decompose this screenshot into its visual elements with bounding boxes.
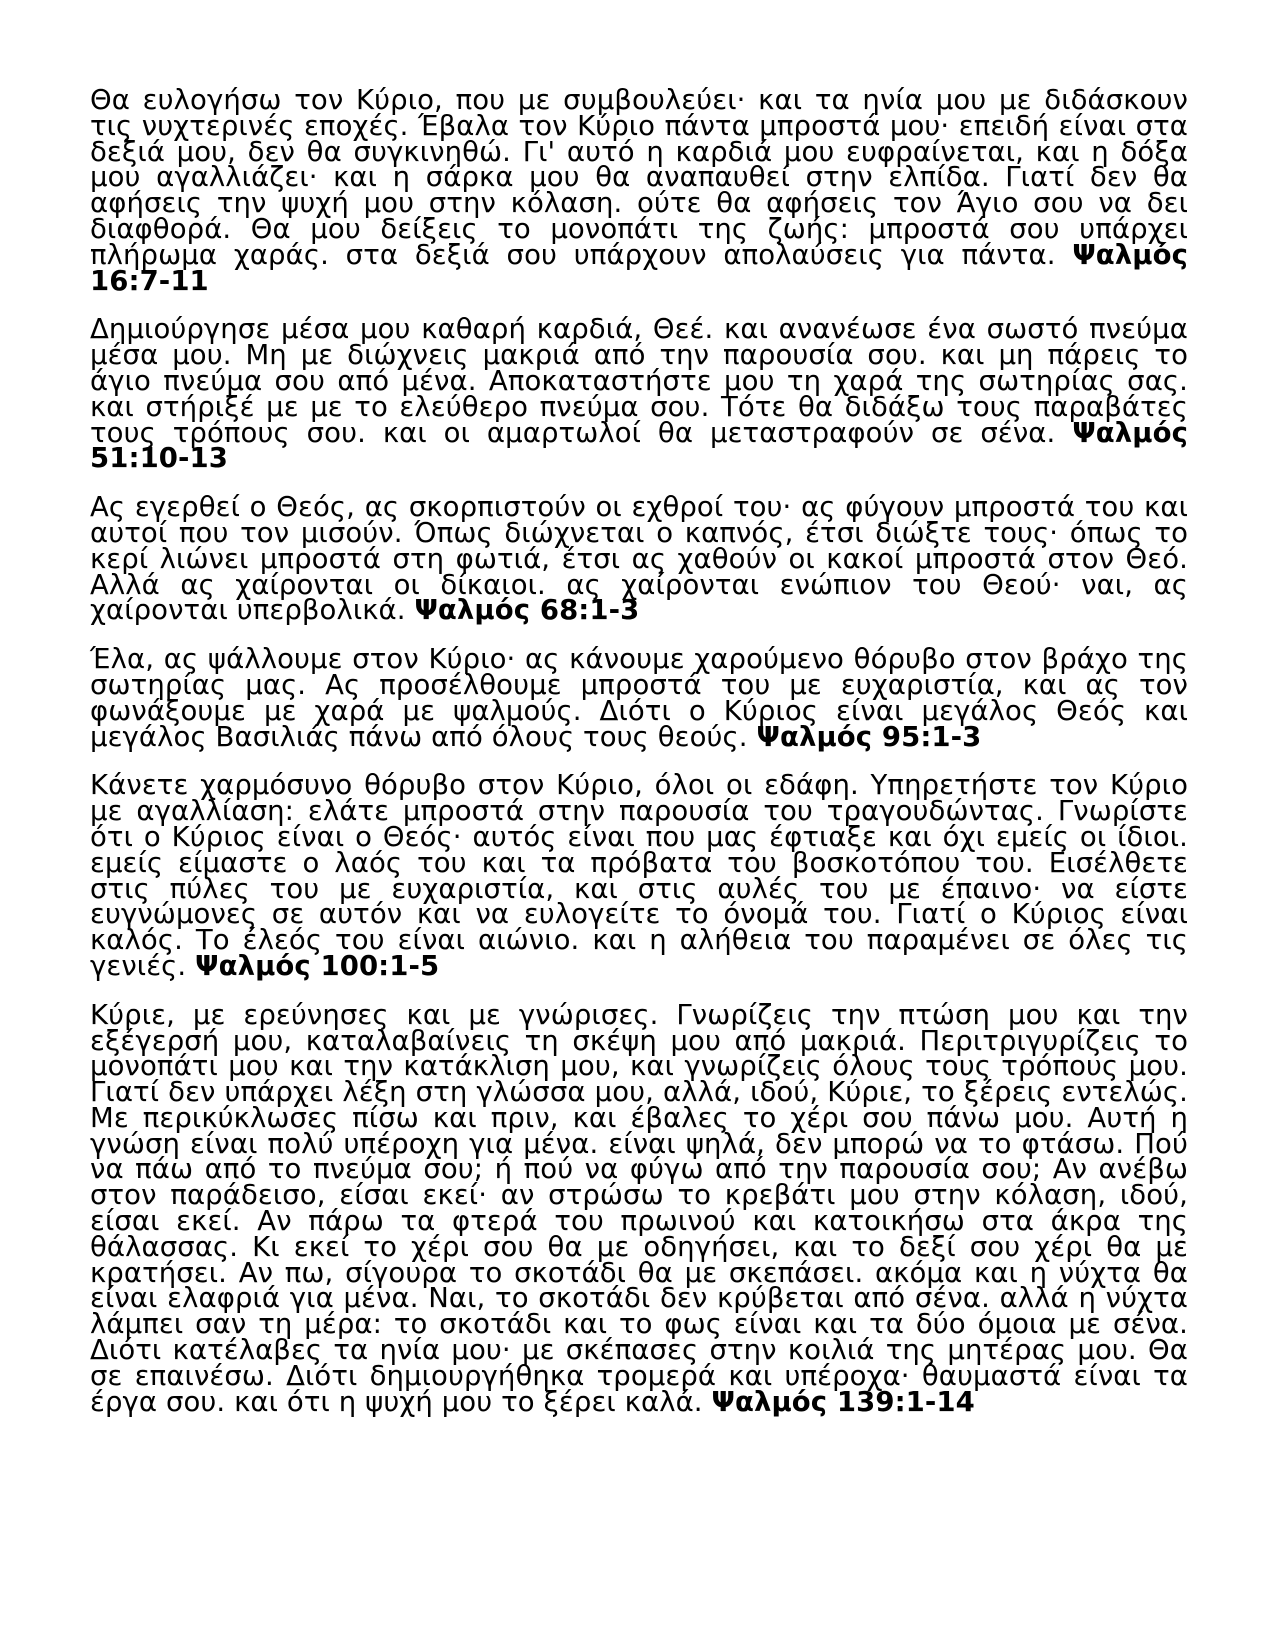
passage-text: Ας εγερθεί ο Θεός, ας σκορπιστούν οι εχθροί του· ας φύγουν μπροστά του και αυτοί που τον μισούν. Όπως διώχνεται ο καπνός, έτσι διώξτε τους· όπως το κερί λιώνει μπροστά στη φωτιά, έτσι ας χαθούν οι κακοί μπροστά στον Θεό. Αλλά ας χαίρονται οι δίκαιοι. ας χαίρονται ενώπιον του Θεού· ναι, ας χαίρονται υπερβολικά. [90, 491, 1188, 627]
psalm-passage [90, 84, 1189, 297]
passage-text: Έλα, ας ψάλλουμε στον Κύριο· ας κάνουμε χαρούμενο θόρυβο στον βράχο της σωτηρίας μας. Ας προσέλθουμε μπροστά του με ευχαριστία, και ας τον φωνάξουμε με χαρά με ψαλμούς. Διότι ο Κύριος είναι μεγάλος Θεός και μεγάλος Βασιλιάς πάνω από όλους τους θεούς. [90, 643, 1188, 753]
psalm-passage [90, 313, 1189, 475]
passage-reference: Ψαλμός 51:10-13 [90, 416, 1189, 475]
psalm-passage [90, 491, 1188, 627]
passage-reference: Ψαλμός 16:7-11 [90, 238, 1189, 297]
psalm-passage [90, 998, 1188, 1418]
passage-text: Δημιούργησε μέσα μου καθαρή καρδιά, Θεέ. και ανανέωσε ένα σωστό πνεύμα μέσα μου. Μη με διώχνεις μακριά από την παρουσία σου. και μη πάρεις το άγιο πνεύμα σου από μένα. Αποκαταστήστε μου τη χαρά της σωτηρίας σας. και στήριξέ με με το ελεύθερο πνεύμα σου. Τότε θα διδάξω τους παραβάτες τους τρόπους σου. και οι αμαρτωλοί θα μεταστραφούν σε σένα. [90, 313, 1188, 449]
passage-text: Κάνετε χαρμόσυνο θόρυβο στον Κύριο, όλοι οι εδάφη. Υπηρετήστε τον Κύριο με αγαλλίαση: ελάτε μπροστά στην παρουσία του τραγουδώντας. Γνωρίστε ότι ο Κύριος είναι ο Θεός· αυτός είναι που μας έφτιαξε και όχι εμείς οι ίδιοι. εμείς είμαστε ο λαός του και τα πρόβατα του βοσκοτόπου του. Εισέλθετε στις πύλες του με ευχαριστία, και στις αυλές του με έπαινο· να είστε ευγνώμονες σε αυτόν και να ευλογείτε το όνομά του. Γιατί ο Κύριος είναι καλός. Το έλεός του είναι αιώνιο. και η αλήθεια του παραμένει σε όλες τις γενιές. [90, 769, 1188, 982]
passage-reference: Ψαλμός 139:1-14 [711, 1385, 975, 1418]
passage-text: Θα ευλογήσω τον Κύριο, που με συμβουλεύει· και τα ηνία μου με διδάσκουν τις νυχτερινές εποχές. Έβαλα τον Κύριο πάντα μπροστά μου· επειδή είναι στα δεξιά μου, δεν θα συγκινηθώ. Γι' αυτό η καρδιά μου ευφραίνεται, και η δόξα μου αγαλλιάζει· και η σάρκα μου θα αναπαυθεί στην ελπίδα. Γιατί δεν θα αφήσεις την ψυχή μου στην κόλαση. ούτε θα αφήσεις τον Άγιο σου να δει διαφθορά. Θα μου δείξεις το μονοπάτι της ζωής: μπροστά σου υπάρχει πλήρωμα χαράς. στα δεξιά σου υπάρχουν απολαύσεις για πάντα. [90, 84, 1188, 271]
passage-reference: Ψαλμός 100:1-5 [195, 949, 440, 982]
psalm-passage [90, 769, 1188, 982]
document-page [90, 84, 1189, 1438]
passage-reference: Ψαλμός 68:1-3 [414, 594, 640, 627]
passage-reference: Ψαλμός 95:1-3 [756, 720, 982, 753]
psalm-passage [90, 643, 1188, 753]
passage-text: Κύριε, με ερεύνησες και με γνώρισες. Γνωρίζεις την πτώση μου και την εξέγερσή μου, καταλαβαίνεις τη σκέψη μου από μακριά. Περιτριγυρίζεις το μονοπάτι μου και την κατάκλιση μου, και γνωρίζεις όλους τους τρόπους μου. Γιατί δεν υπάρχει λέξη στη γλώσσα μου, αλλά, ιδού, Κύριε, το ξέρεις εντελώς. Με περικύκλωσες πίσω και πριν, και έβαλες το χέρι σου πάνω μου. Αυτή η γνώση είναι πολύ υπέροχη για μένα. είναι ψηλά, δεν μπορώ να το φτάσω. Πού να πάω από το πνεύμα σου; ή πού να φύγω από την παρουσία σου; Αν ανέβω στον παράδεισο, είσαι εκεί· αν στρώσω το κρεβάτι μου στην κόλαση, ιδού, είσαι εκεί. Αν πάρω τα φτερά του πρωινού και κατοικήσω στα άκρα της θάλασσας. Κι εκεί το χέρι σου θα με οδηγήσει, και το δεξί σου χέρι θα με κρατήσει. Αν πω, σίγουρα το σκοτάδι θα με σκεπάσει. ακόμα και η νύχτα θα είναι ελαφριά για μένα. Ναι, το σκοτάδι δεν κρύβεται από σένα. αλλά η νύχτα λάμπει σαν τη μέρα: το σκοτάδι και το φως είναι και τα δύο όμοια με σένα. Διότι κατέλαβες τα ηνία μου· με σκέπασες στην κοιλιά της μητέρας μου. Θα σε επαινέσω. Διότι δημιουργήθηκα τρομερά και υπέροχα· θαυμαστά είναι τα έργα σου. και ότι η ψυχή μου το ξέρει καλά. [90, 998, 1188, 1418]
